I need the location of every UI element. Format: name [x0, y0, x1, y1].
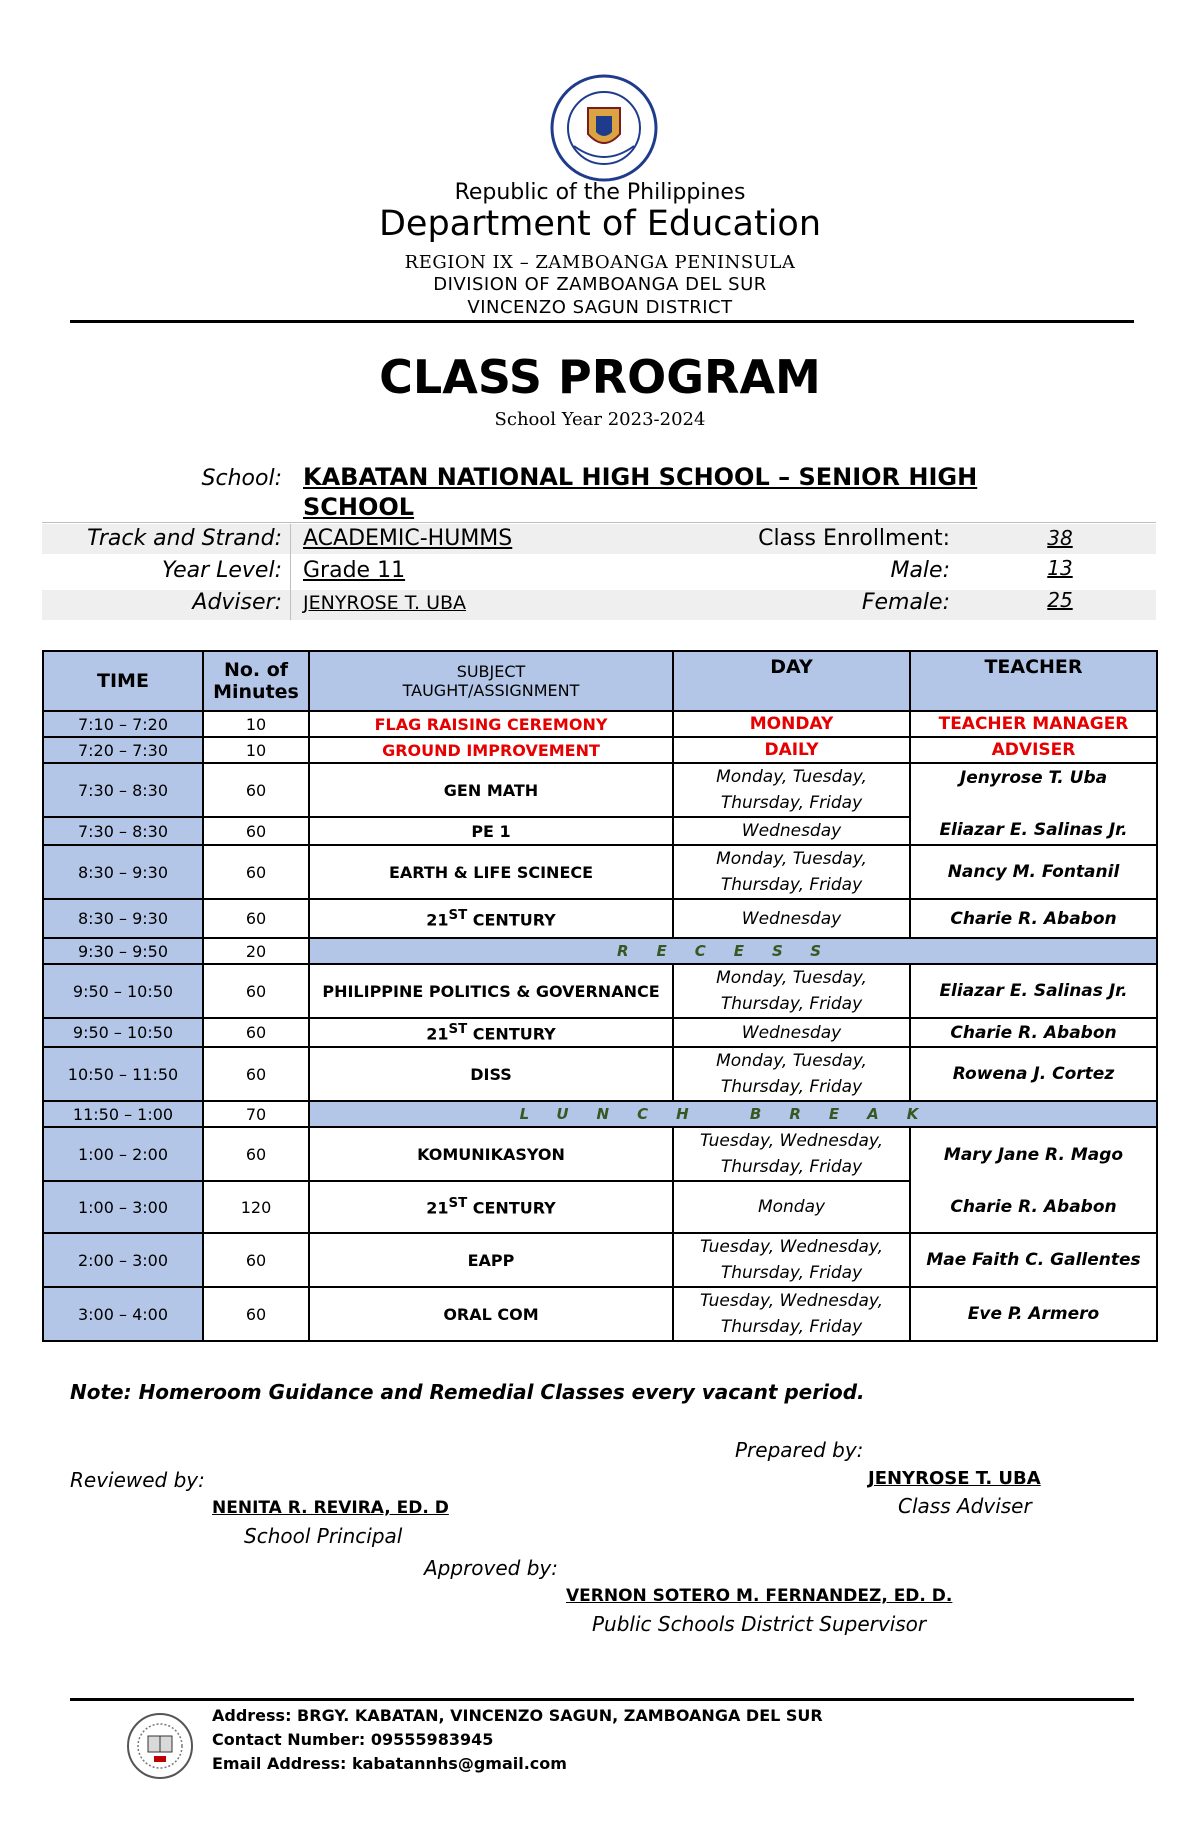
row-time: 7:30 – 8:30: [43, 763, 203, 817]
row-day-line1: Tuesday, Wednesday,: [699, 1237, 884, 1257]
row-day: DAILY: [673, 737, 910, 763]
school-logo-icon: [126, 1712, 194, 1780]
row-time: 7:20 – 7:30: [43, 737, 203, 763]
row-minutes: 60: [203, 1233, 309, 1287]
subject-suffix: ST: [448, 1196, 468, 1212]
footer-contact: Contact Number: 09555983945: [212, 1730, 494, 1749]
row-subject: [309, 1018, 673, 1047]
row-day: [673, 1047, 910, 1101]
male-label: Male:: [890, 558, 950, 583]
row-minutes: 10: [203, 737, 309, 763]
row-time: 9:50 – 10:50: [43, 1018, 203, 1047]
row-subject: GROUND IMPROVEMENT: [309, 737, 673, 763]
row-minutes: 60: [203, 845, 309, 899]
note-text: Note: Homeroom Guidance and Remedial Classes every vacant period.: [70, 1380, 865, 1404]
male-value: 13: [1047, 556, 1073, 580]
class-program-table: [42, 650, 1158, 1342]
year-level-label: Year Level:: [162, 558, 282, 583]
subject-number: 21: [426, 1024, 449, 1044]
row-day-line1: Monday, Tuesday,: [716, 1051, 867, 1071]
row-teacher: TEACHER MANAGER: [910, 711, 1157, 737]
row-time: 8:30 – 9:30: [43, 899, 203, 938]
table-row: [43, 737, 1157, 763]
row-time: 11:50 – 1:00: [43, 1101, 203, 1127]
subject-suffix: ST: [448, 1021, 468, 1037]
track-label: Track and Strand:: [87, 526, 282, 551]
table-row: [43, 899, 1157, 938]
footer-divider: [70, 1698, 1134, 1701]
info-column-divider: [290, 524, 291, 620]
row-minutes: 60: [203, 817, 309, 845]
row-day: [673, 1127, 910, 1181]
prepared-by-role: Class Adviser: [898, 1494, 1032, 1518]
table-row: [43, 1233, 1157, 1287]
row-subject: ORAL COM: [309, 1287, 673, 1341]
reviewed-by-role: School Principal: [244, 1524, 403, 1548]
row-day-line1: Monday, Tuesday,: [716, 968, 867, 988]
row-day: [673, 845, 910, 899]
row-time: 2:00 – 3:00: [43, 1233, 203, 1287]
row-teacher: Eliazar E. Salinas Jr.: [910, 817, 1157, 845]
school-year: School Year 2023-2024: [494, 409, 706, 430]
subject-number: 21: [426, 1198, 449, 1218]
row-time: 7:10 – 7:20: [43, 711, 203, 737]
row-time: 8:30 – 9:30: [43, 845, 203, 899]
row-minutes: 60: [203, 964, 309, 1018]
row-day-line2: Thursday, Friday: [720, 875, 863, 895]
deped-seal-icon: [548, 72, 660, 184]
row-time: 1:00 – 2:00: [43, 1127, 203, 1181]
row-subject: PHILIPPINE POLITICS & GOVERNANCE: [309, 964, 673, 1018]
header-subject-line2: TAUGHT/ASSIGNMENT: [402, 681, 580, 700]
row-teacher: Rowena J. Cortez: [910, 1047, 1157, 1101]
row-day-line1: Tuesday, Wednesday,: [699, 1131, 884, 1151]
row-time: 9:50 – 10:50: [43, 964, 203, 1018]
row-teacher: Eliazar E. Salinas Jr.: [910, 964, 1157, 1018]
row-minutes: 60: [203, 763, 309, 817]
region-name: REGION IX – ZAMBOANGA PENINSULA: [404, 252, 796, 273]
footer-email: Email Address: kabatannhs@gmail.com: [212, 1754, 567, 1773]
header-teacher: TEACHER: [910, 651, 1157, 711]
header-divider: [70, 320, 1134, 323]
row-minutes: 10: [203, 711, 309, 737]
recess-label: RECESS: [309, 938, 1157, 964]
enrollment-value: 38: [1047, 526, 1073, 550]
footer-address: Address: BRGY. KABATAN, VINCENZO SAGUN, ZAMBOANGA DEL SUR: [212, 1706, 823, 1725]
row-day-line2: Thursday, Friday: [720, 994, 863, 1014]
row-day-line1: Monday, Tuesday,: [716, 767, 867, 787]
row-subject: GEN MATH: [309, 763, 673, 817]
year-level-value: Grade 11: [303, 558, 406, 583]
row-teacher: Jenyrose T. Uba: [910, 763, 1157, 817]
row-time: 9:30 – 9:50: [43, 938, 203, 964]
row-day-line2: Thursday, Friday: [720, 1263, 863, 1283]
row-subject: KOMUNIKASYON: [309, 1127, 673, 1181]
row-day: [673, 964, 910, 1018]
approved-by-role: Public Schools District Supervisor: [592, 1612, 927, 1636]
table-row: [43, 711, 1157, 737]
row-teacher: Mary Jane R. Mago: [910, 1127, 1157, 1181]
header-day: DAY: [673, 651, 910, 711]
row-minutes: 60: [203, 1018, 309, 1047]
table-row: [43, 1018, 1157, 1047]
row-day-line1: Tuesday, Wednesday,: [699, 1291, 884, 1311]
row-day-line2: Thursday, Friday: [720, 793, 863, 813]
row-minutes: 60: [203, 1047, 309, 1101]
subject-rest: CENTURY: [467, 1024, 556, 1044]
row-minutes: 60: [203, 1287, 309, 1341]
enrollment-label: Class Enrollment:: [758, 526, 950, 551]
table-row-break: [43, 1101, 1157, 1127]
country-name: Republic of the Philippines: [454, 180, 746, 205]
table-row-break: [43, 938, 1157, 964]
school-label: School:: [201, 466, 282, 491]
header-minutes: No. of Minutes: [203, 651, 309, 711]
row-teacher: Nancy M. Fontanil: [910, 845, 1157, 899]
row-time: 3:00 – 4:00: [43, 1287, 203, 1341]
adviser-label: Adviser:: [192, 590, 282, 615]
table-row: [43, 1047, 1157, 1101]
row-minutes: 120: [203, 1181, 309, 1233]
table-row: [43, 817, 1157, 845]
row-teacher: Eve P. Armero: [910, 1287, 1157, 1341]
subject-number: 21: [426, 910, 449, 930]
row-teacher: ADVISER: [910, 737, 1157, 763]
subject-suffix: ST: [448, 907, 468, 923]
row-day: Wednesday: [673, 817, 910, 845]
row-subject: FLAG RAISING CEREMONY: [309, 711, 673, 737]
row-minutes: 60: [203, 899, 309, 938]
row-teacher: Charie R. Ababon: [910, 1018, 1157, 1047]
row-teacher: Charie R. Ababon: [910, 1181, 1157, 1233]
page-title: CLASS PROGRAM: [379, 350, 821, 404]
table-row: [43, 964, 1157, 1018]
school-name: KABATAN NATIONAL HIGH SCHOOL – SENIOR HIGH SCHOOL: [303, 463, 978, 521]
table-row: [43, 1287, 1157, 1341]
row-time: 1:00 – 3:00: [43, 1181, 203, 1233]
subject-rest: CENTURY: [467, 1198, 556, 1218]
prepared-by-label: Prepared by:: [735, 1438, 864, 1462]
row-day: [673, 1287, 910, 1341]
row-subject: EARTH & LIFE SCINECE: [309, 845, 673, 899]
row-minutes: 70: [203, 1101, 309, 1127]
row-day: Wednesday: [673, 899, 910, 938]
info-divider: [42, 522, 1156, 523]
row-day: [673, 763, 910, 817]
header-subject-line1: SUBJECT: [456, 662, 526, 681]
table-row: [43, 1127, 1157, 1181]
row-teacher: Mae Faith C. Gallentes: [910, 1233, 1157, 1287]
row-subject: [309, 1181, 673, 1233]
female-label: Female:: [861, 590, 950, 615]
row-teacher: Charie R. Ababon: [910, 899, 1157, 938]
row-day: MONDAY: [673, 711, 910, 737]
division-name: DIVISION OF ZAMBOANGA DEL SUR: [433, 274, 767, 295]
approved-by-label: Approved by:: [424, 1556, 558, 1580]
row-minutes: 20: [203, 938, 309, 964]
header-subject: [309, 651, 673, 711]
subject-rest: CENTURY: [467, 910, 556, 930]
row-day-line2: Thursday, Friday: [720, 1317, 863, 1337]
district-name: VINCENZO SAGUN DISTRICT: [467, 297, 733, 318]
header-time: TIME: [43, 651, 203, 711]
row-day: Monday: [673, 1181, 910, 1233]
adviser-value: JENYROSE T. UBA: [303, 592, 467, 614]
prepared-by-name: JENYROSE T. UBA: [868, 1468, 1041, 1489]
track-value: ACADEMIC-HUMMS: [303, 526, 513, 551]
table-row: [43, 845, 1157, 899]
table-row: [43, 763, 1157, 817]
row-minutes: 60: [203, 1127, 309, 1181]
row-day-line2: Thursday, Friday: [720, 1157, 863, 1177]
reviewed-by-name: NENITA R. REVIRA, ED. D: [212, 1498, 449, 1518]
row-time: 10:50 – 11:50: [43, 1047, 203, 1101]
table-row: [43, 1181, 1157, 1233]
row-time: 7:30 – 8:30: [43, 817, 203, 845]
approved-by-name: VERNON SOTERO M. FERNANDEZ, ED. D.: [566, 1586, 953, 1606]
row-subject: DISS: [309, 1047, 673, 1101]
table-header-row: [43, 651, 1157, 711]
row-subject: EAPP: [309, 1233, 673, 1287]
row-day: [673, 1233, 910, 1287]
lunch-break-label: LUNCH BREAK: [309, 1101, 1157, 1127]
row-day: Wednesday: [673, 1018, 910, 1047]
reviewed-by-label: Reviewed by:: [70, 1468, 205, 1492]
row-subject: PE 1: [309, 817, 673, 845]
female-value: 25: [1047, 588, 1073, 612]
row-day-line1: Monday, Tuesday,: [716, 849, 867, 869]
row-day-line2: Thursday, Friday: [720, 1077, 863, 1097]
row-subject: [309, 899, 673, 938]
department-name: Department of Education: [378, 204, 822, 244]
